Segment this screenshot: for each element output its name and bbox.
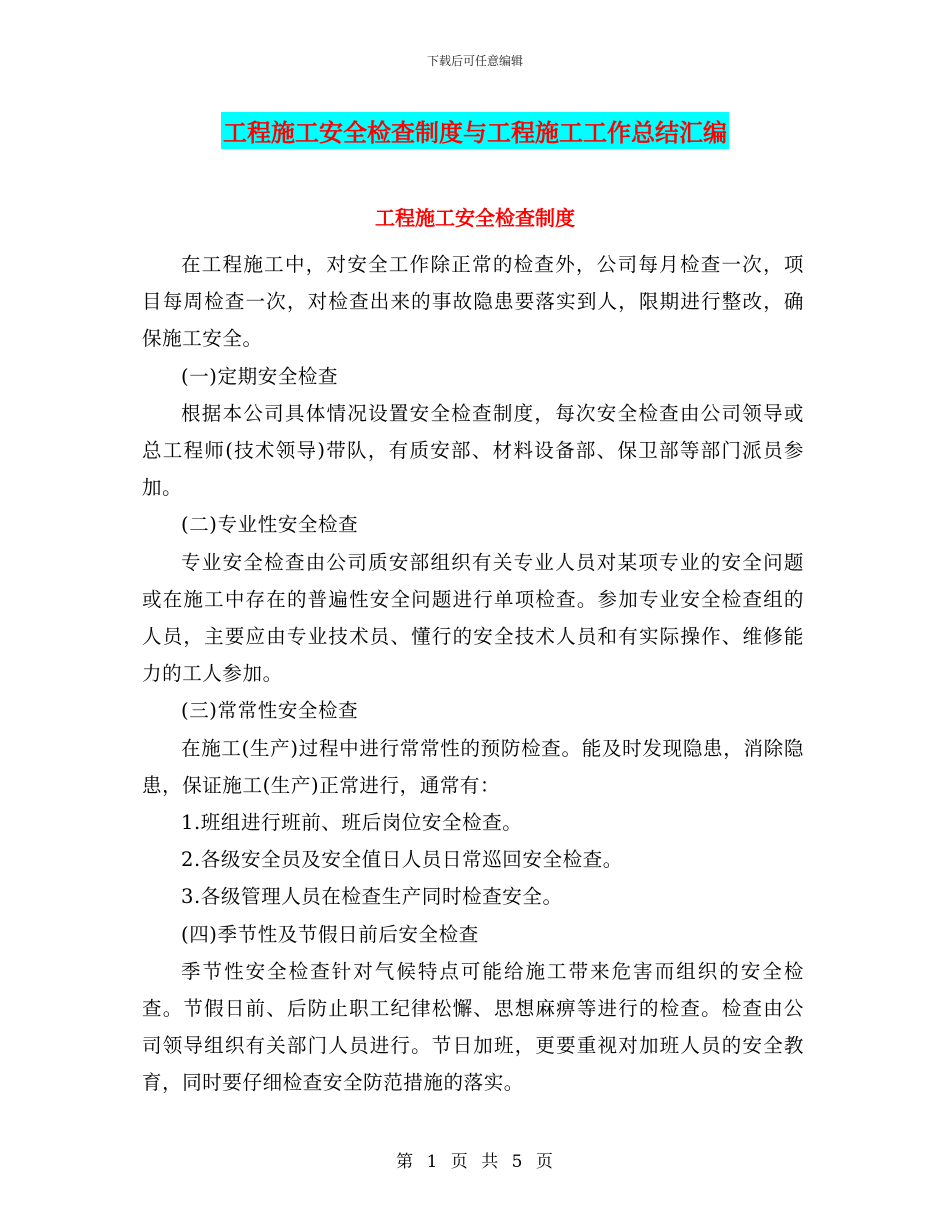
footer-total-pages: 5	[511, 1152, 524, 1172]
paragraph-professional-check: 专业安全检查由公司质安部组织有关专业人员对某项专业的安全问题或在施工中存在的普遍性安全问题进行单项检查。参加专业安全检查组的人员，主要应由专业技术员、懂行的安全技术人员和有实际操作、维修能力的工人参加。	[142, 550, 804, 686]
paragraph-periodic-check: 根据本公司具体情况设置安全检查制度，每次安全检查由公司领导或总工程师(技术领导)带队，有质安部、材料设备部、保卫部等部门派员参加。	[142, 401, 804, 500]
paragraph-intro: 在工程施工中，对安全工作除正常的检查外，公司每月检查一次，项目每周检查一次，对检查出来的事故隐患要落实到人，限期进行整改，确保施工安全。	[142, 253, 804, 351]
page-header-note: 下载后可任意编辑	[426, 54, 523, 68]
paragraph-regular-check: 在施工(生产)过程中进行常常性的预防检查。能及时发现隐患，消除隐患，保证施工(生产)正常进行，通常有：	[142, 736, 804, 797]
heading-regular-check: (三)常常性安全检查	[181, 699, 359, 723]
heading-seasonal-check: (四)季节性及节假日前后安全检查	[181, 922, 479, 946]
main-title: 工程施工安全检查制度与工程施工工作总结汇编	[221, 112, 729, 149]
footer-page-word: 页	[450, 1152, 469, 1172]
heading-periodic-check: (一)定期安全检查	[181, 364, 339, 388]
footer-suffix: 页	[535, 1152, 554, 1172]
list-item-3: 3.各级管理人员在检查生产同时检查安全。	[181, 885, 563, 909]
main-title-container	[0, 112, 950, 149]
heading-professional-check: (二)专业性安全检查	[181, 513, 359, 537]
footer-current-page: 1	[426, 1152, 439, 1172]
footer-total-prefix: 共	[481, 1152, 500, 1172]
list-item-2: 2.各级安全员及安全值日人员日常巡回安全检查。	[181, 848, 623, 872]
document-body	[142, 246, 804, 1102]
page-number-footer	[0, 1147, 950, 1172]
list-item-1: 1.班组进行班前、班后岗位安全检查。	[181, 811, 523, 835]
paragraph-seasonal-check: 季节性安全检查针对气候特点可能给施工带来危害而组织的安全检查。节假日前、后防止职工纪律松懈、思想麻痹等进行的检查。检查由公司领导组织有关部门人员进行。节日加班，更要重视对加班人员的安全教育，同时要仔细检查安全防范措施的落实。	[142, 959, 804, 1095]
footer-prefix: 第	[396, 1152, 415, 1172]
section-title: 工程施工安全检查制度	[375, 206, 575, 230]
